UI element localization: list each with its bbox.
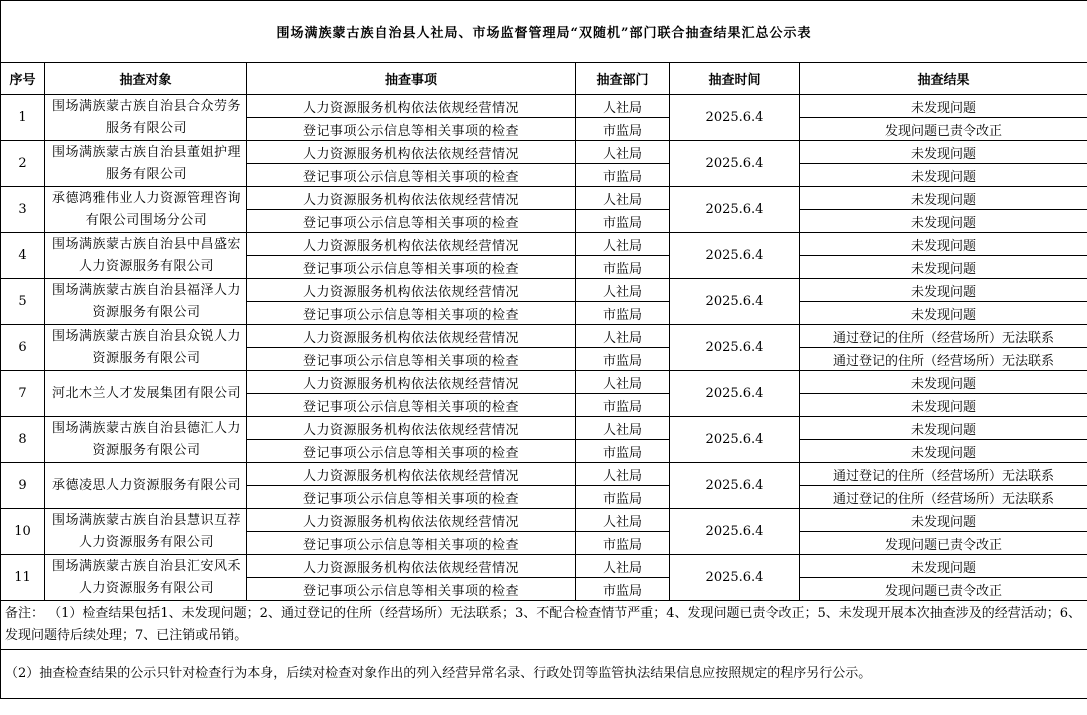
row-serial: 2 <box>1 141 45 187</box>
row-serial: 5 <box>1 279 45 325</box>
row-item: 登记事项公示信息等相关事项的检查 <box>247 118 576 141</box>
row-serial: 7 <box>1 371 45 417</box>
row-date: 2025.6.4 <box>670 417 800 463</box>
header-result: 抽查结果 <box>800 63 1087 95</box>
row-dept: 市监局 <box>576 578 670 601</box>
row-date: 2025.6.4 <box>670 279 800 325</box>
row-dept: 人社局 <box>576 463 670 486</box>
table-row <box>1 141 1087 164</box>
row-item: 登记事项公示信息等相关事项的检查 <box>247 532 576 555</box>
row-result: 未发现问题 <box>800 141 1087 164</box>
note-text: （2）抽查检查结果的公示只针对检查行为本身，后续对检查对象作出的列入经营异常名录、行政处罚等监管执法结果信息应按照规定的程序另行公示。 <box>1 650 1087 699</box>
row-result: 通过登记的住所（经营场所）无法联系 <box>800 486 1087 509</box>
row-date: 2025.6.4 <box>670 509 800 555</box>
row-item: 登记事项公示信息等相关事项的检查 <box>247 164 576 187</box>
row-object: 围场满族蒙古族自治县福泽人力资源服务有限公司 <box>45 279 247 325</box>
row-item: 人力资源服务机构依法依规经营情况 <box>247 325 576 348</box>
row-object: 围场满族蒙古族自治县德汇人力资源服务有限公司 <box>45 417 247 463</box>
row-item: 人力资源服务机构依法依规经营情况 <box>247 509 576 532</box>
row-item: 人力资源服务机构依法依规经营情况 <box>247 95 576 118</box>
table-row <box>1 187 1087 210</box>
row-object: 围场满族蒙古族自治县合众劳务服务有限公司 <box>45 95 247 141</box>
row-dept: 人社局 <box>576 417 670 440</box>
row-item: 人力资源服务机构依法依规经营情况 <box>247 187 576 210</box>
row-date: 2025.6.4 <box>670 325 800 371</box>
row-dept: 人社局 <box>576 95 670 118</box>
row-item: 人力资源服务机构依法依规经营情况 <box>247 233 576 256</box>
row-dept: 人社局 <box>576 233 670 256</box>
table-row <box>1 509 1087 532</box>
row-object: 围场满族蒙古族自治县慧识互荐人力资源服务有限公司 <box>45 509 247 555</box>
row-date: 2025.6.4 <box>670 371 800 417</box>
header-serial: 序号 <box>1 63 45 95</box>
row-date: 2025.6.4 <box>670 555 800 601</box>
row-serial: 9 <box>1 463 45 509</box>
row-serial: 3 <box>1 187 45 233</box>
row-dept: 市监局 <box>576 486 670 509</box>
row-serial: 8 <box>1 417 45 463</box>
row-result: 未发现问题 <box>800 210 1087 233</box>
row-item: 登记事项公示信息等相关事项的检查 <box>247 394 576 417</box>
row-date: 2025.6.4 <box>670 233 800 279</box>
row-item: 人力资源服务机构依法依规经营情况 <box>247 141 576 164</box>
table-row <box>1 325 1087 348</box>
row-item: 人力资源服务机构依法依规经营情况 <box>247 555 576 578</box>
row-serial: 11 <box>1 555 45 601</box>
row-dept: 市监局 <box>576 348 670 371</box>
row-result: 未发现问题 <box>800 394 1087 417</box>
row-dept: 市监局 <box>576 302 670 325</box>
row-item: 登记事项公示信息等相关事项的检查 <box>247 210 576 233</box>
row-item: 登记事项公示信息等相关事项的检查 <box>247 256 576 279</box>
row-item: 人力资源服务机构依法依规经营情况 <box>247 463 576 486</box>
row-item: 人力资源服务机构依法依规经营情况 <box>247 417 576 440</box>
row-date: 2025.6.4 <box>670 187 800 233</box>
row-dept: 人社局 <box>576 371 670 394</box>
row-result: 通过登记的住所（经营场所）无法联系 <box>800 325 1087 348</box>
row-serial: 1 <box>1 95 45 141</box>
row-dept: 市监局 <box>576 532 670 555</box>
row-dept: 市监局 <box>576 210 670 233</box>
table-row <box>1 233 1087 256</box>
row-dept: 市监局 <box>576 164 670 187</box>
table-row <box>1 279 1087 302</box>
row-object: 围场满族蒙古族自治县董姐护理服务有限公司 <box>45 141 247 187</box>
row-result: 未发现问题 <box>800 509 1087 532</box>
header-dept: 抽查部门 <box>576 63 670 95</box>
row-dept: 人社局 <box>576 555 670 578</box>
row-dept: 人社局 <box>576 325 670 348</box>
row-result: 未发现问题 <box>800 555 1087 578</box>
row-result: 未发现问题 <box>800 233 1087 256</box>
row-dept: 市监局 <box>576 440 670 463</box>
row-result: 未发现问题 <box>800 371 1087 394</box>
table-row <box>1 95 1087 118</box>
row-serial: 10 <box>1 509 45 555</box>
note-row <box>1 650 1087 699</box>
row-date: 2025.6.4 <box>670 463 800 509</box>
table-row <box>1 463 1087 486</box>
row-date: 2025.6.4 <box>670 95 800 141</box>
row-dept: 市监局 <box>576 394 670 417</box>
note-row <box>1 601 1087 650</box>
row-object: 围场满族蒙古族自治县汇安风禾人力资源服务有限公司 <box>45 555 247 601</box>
header-date: 抽查时间 <box>670 63 800 95</box>
row-dept: 人社局 <box>576 279 670 302</box>
row-object: 承德鸿雅伟业人力资源管理咨询有限公司围场分公司 <box>45 187 247 233</box>
row-object: 河北木兰人才发展集团有限公司 <box>45 371 247 417</box>
row-dept: 人社局 <box>576 141 670 164</box>
table-row <box>1 417 1087 440</box>
row-result: 通过登记的住所（经营场所）无法联系 <box>800 348 1087 371</box>
row-result: 未发现问题 <box>800 187 1087 210</box>
row-item: 登记事项公示信息等相关事项的检查 <box>247 440 576 463</box>
row-item: 登记事项公示信息等相关事项的检查 <box>247 302 576 325</box>
row-result: 未发现问题 <box>800 417 1087 440</box>
row-item: 人力资源服务机构依法依规经营情况 <box>247 279 576 302</box>
row-result: 发现问题已责令改正 <box>800 118 1087 141</box>
note-text: 备注： （1）检查结果包括1、未发现问题；2、通过登记的住所（经营场所）无法联系；3、不配合检查情节严重；4、发现问题已责令改正；5、未发现开展本次抽查涉及的经营活动；6、发现问题待后续处理；7、已注销或吊销。 <box>1 601 1087 650</box>
row-dept: 人社局 <box>576 509 670 532</box>
row-item: 登记事项公示信息等相关事项的检查 <box>247 348 576 371</box>
row-result: 发现问题已责令改正 <box>800 532 1087 555</box>
row-dept: 人社局 <box>576 187 670 210</box>
row-result: 未发现问题 <box>800 302 1087 325</box>
row-date: 2025.6.4 <box>670 141 800 187</box>
row-result: 未发现问题 <box>800 95 1087 118</box>
row-dept: 市监局 <box>576 256 670 279</box>
row-result: 未发现问题 <box>800 164 1087 187</box>
row-object: 围场满族蒙古族自治县中昌盛宏人力资源服务有限公司 <box>45 233 247 279</box>
row-item: 登记事项公示信息等相关事项的检查 <box>247 578 576 601</box>
header-row <box>1 63 1087 95</box>
page-title: 围场满族蒙古族自治县人社局、市场监督管理局“双随机”部门联合抽查结果汇总公示表 <box>1 1 1087 63</box>
row-item: 登记事项公示信息等相关事项的检查 <box>247 486 576 509</box>
row-dept: 市监局 <box>576 118 670 141</box>
row-result: 通过登记的住所（经营场所）无法联系 <box>800 463 1087 486</box>
table-row <box>1 371 1087 394</box>
row-result: 未发现问题 <box>800 279 1087 302</box>
header-object: 抽查对象 <box>45 63 247 95</box>
row-object: 承德凌思人力资源服务有限公司 <box>45 463 247 509</box>
row-serial: 6 <box>1 325 45 371</box>
row-result: 未发现问题 <box>800 256 1087 279</box>
row-item: 人力资源服务机构依法依规经营情况 <box>247 371 576 394</box>
row-result: 发现问题已责令改正 <box>800 578 1087 601</box>
row-object: 围场满族蒙古族自治县众锐人力资源服务有限公司 <box>45 325 247 371</box>
header-item: 抽查事项 <box>247 63 576 95</box>
table-row <box>1 555 1087 578</box>
row-result: 未发现问题 <box>800 440 1087 463</box>
row-serial: 4 <box>1 233 45 279</box>
